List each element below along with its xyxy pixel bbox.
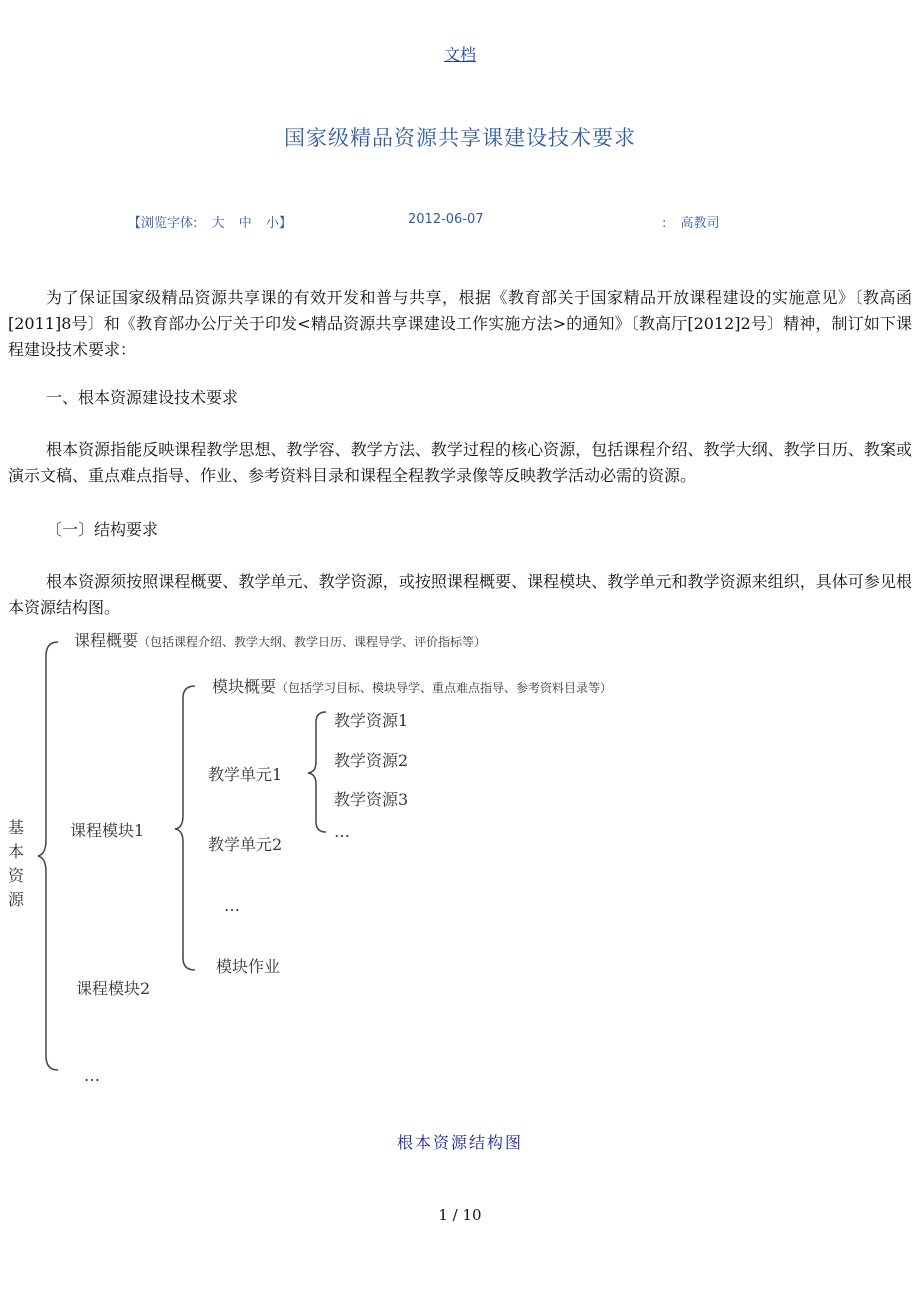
teaching-resource-2-node: 教学资源2 bbox=[334, 751, 409, 770]
root-brace bbox=[38, 642, 58, 1070]
header-document-link[interactable]: 文档 bbox=[443, 45, 476, 64]
teaching-resource-1-node: 教学资源1 bbox=[334, 711, 409, 730]
font-size-large-link[interactable]: 大 bbox=[211, 216, 225, 231]
subsection-heading-structure: 〔一〕结构要求 bbox=[46, 520, 159, 539]
course-module-more: … bbox=[84, 1066, 100, 1085]
teaching-resource-3-node: 教学资源3 bbox=[334, 790, 409, 809]
teaching-unit-more: … bbox=[224, 896, 240, 915]
section-1-paragraph: 根本资源指能反映课程教学思想、教学容、教学方法、教学过程的核心资源，包括课程介绍、教学大纲、教学日历、教案或演示文稿、重点难点指导、作业、参考资料目录和课程全程教学录像等反映教学活动必需的资源。 bbox=[8, 440, 912, 485]
course-module-1-node: 课程模块1 bbox=[70, 821, 145, 840]
root-char: 源 bbox=[8, 890, 25, 909]
unit1-brace bbox=[308, 712, 326, 832]
module1-brace bbox=[175, 686, 195, 970]
root-char: 资 bbox=[8, 866, 25, 885]
teaching-unit-2-node: 教学单元2 bbox=[208, 835, 283, 854]
diagram-caption: 根本资源结构图 bbox=[396, 1133, 523, 1152]
module-overview-note: （包括学习目标、模块导学、重点难点指导、参考资料目录等） bbox=[276, 681, 613, 695]
course-overview-node bbox=[74, 628, 486, 651]
font-size-small-link[interactable]: 小】 bbox=[265, 216, 292, 231]
page-number: 1 / 10 bbox=[438, 1206, 482, 1224]
module-overview-node bbox=[212, 674, 612, 697]
root-char: 基 bbox=[8, 818, 25, 837]
root-char: 本 bbox=[8, 842, 25, 861]
structure-paragraph: 根本资源须按照课程概要、教学单元、教学资源，或按照课程概要、课程模块、教学单元和教学资源来组织，具体可参见根本资源结构图。 bbox=[8, 572, 912, 617]
source-name: 高教司 bbox=[680, 216, 720, 231]
course-module-2-node: 课程模块2 bbox=[76, 979, 151, 998]
course-overview-note: （包括课程介绍、教学大纲、教学日历、课程导学、评价指标等） bbox=[138, 635, 487, 649]
source-colon: : bbox=[662, 216, 667, 231]
module-overview-label: 模块概要 bbox=[212, 677, 277, 696]
module-homework-node: 模块作业 bbox=[216, 957, 281, 976]
section-heading-1: 一、根本资源建设技术要求 bbox=[46, 388, 239, 407]
intro-paragraph: 为了保证国家级精品资源共享课的有效开发和普与共享，根据《教育部关于国家精品开放课程建设的实施意见》〔教高函[2011]8号〕和《教育部办公厅关于印发<精品资源共享课建设工作实施方法>的通知》〔教高厅[2012]2号〕精神，制订如下课程建设技术要求： bbox=[8, 288, 912, 359]
page-title: 国家级精品资源共享课建设技术要求 bbox=[284, 126, 636, 150]
root-label bbox=[8, 816, 26, 912]
course-overview-label: 课程概要 bbox=[74, 631, 139, 650]
teaching-resource-more: … bbox=[334, 822, 350, 841]
font-size-medium-link[interactable]: 中 bbox=[238, 216, 252, 231]
teaching-unit-1-node: 教学单元1 bbox=[208, 765, 283, 784]
font-size-label: 【浏览字体: bbox=[128, 216, 198, 231]
publish-date: 2012-06-07 bbox=[408, 212, 484, 227]
